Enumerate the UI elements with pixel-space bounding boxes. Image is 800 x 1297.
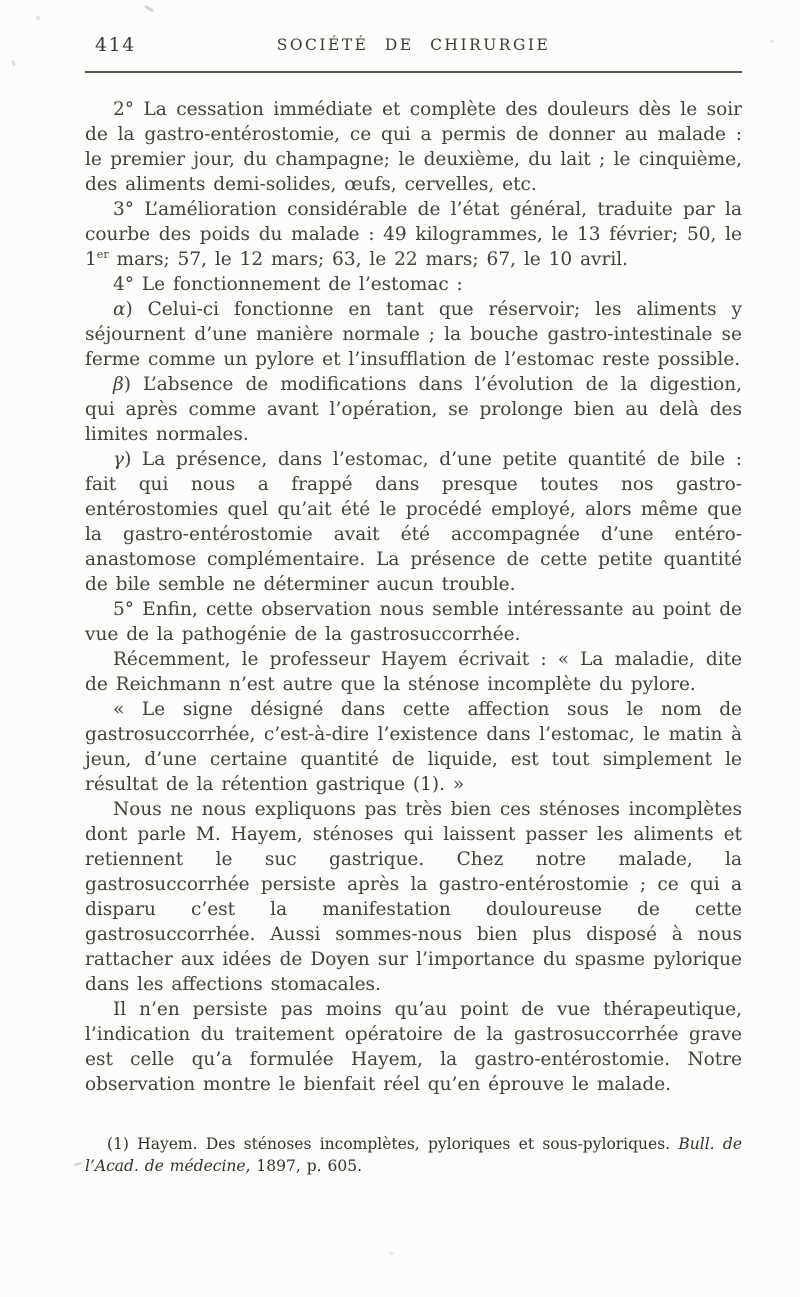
body-paragraph: γ) La présence, dans l’estomac, d’une petite quantité de bile : fait qui nous a frappé dans presque toutes nos gastro-entérostomies quel qu’ait été le procédé employé, alors même que la gastro-entérostomie avait été accompagnée d’une entéro-anastomose complémentaire. La présence de cette petite quantité de bile semble ne déterminer aucun trouble. [85, 449, 742, 595]
body-paragraph: β) L’absence de modifications dans l’évolution de la digestion, qui après comme avant l’opération, se prolonge bien au delà des limites normales. [85, 374, 742, 445]
paragraph-list [85, 97, 742, 1097]
scan-speck [770, 40, 774, 43]
body-paragraph: Récemment, le professeur Hayem écrivait : « La maladie, dite de Reichmann n’est autre que la sténose incomplète du pylore. [85, 649, 742, 695]
body-paragraph: « Le signe désigné dans cette affection sous le nom de gastrosuccorrhée, c’est-à-dire l’existence dans l’estomac, le matin à jeun, d’une certaine quantité de liquide, est tout simplement le résultat de la rétention gastrique (1). » [85, 699, 742, 795]
text-block [85, 34, 742, 1193]
scan-speck [144, 5, 154, 13]
body-paragraph: 2° La cessation immédiate et complète des douleurs dès le soir de la gastro-entérostomie, ce qui a permis de donner au malade : le premier jour, du champagne; le deuxième, du lait ; le cinquième, des aliments demi-solides, œufs, cervelles, etc. [85, 99, 742, 195]
page-header [85, 34, 742, 58]
scan-speck [36, 16, 40, 20]
body-paragraph: α) Celui-ci fonctionne en tant que réservoir; les aliments y séjournent d’une manière normale ; la bouche gastro-intestinale se ferme comme un pylore et l’insufflation de l’estomac reste possible. [85, 299, 742, 370]
body-paragraph: 3° L’amélioration considérable de l’état général, traduite par la courbe des poids du malade : 49 kilogrammes, le 13 février; 50, le 1er mars; 57, le 12 mars; 63, le 22 mars; 67, le 10 avril. [85, 199, 742, 270]
page-number: 414 [95, 34, 136, 56]
body-paragraph: Il n’en persiste pas moins qu’au point de vue thérapeutique, l’indication du traitement opératoire de la gastrosuccorrhée grave est celle qu’a formulée Hayem, la gastro-entérostomie. Notre observation montre le bienfait réel qu’en éprouve le malade. [85, 999, 742, 1095]
scan-speck [74, 1162, 82, 1166]
scan-speck [389, 1252, 394, 1255]
body-paragraph: Nous ne nous expliquons pas très bien ces sténoses incomplètes dont parle M. Hayem, sténoses qui laissent passer les aliments et retiennent le suc gastrique. Chez notre malade, la gastrosuccorrhée persiste après la gastro-entérostomie ; ce qui a disparu c’est la manifestation douloureuse de cette gastrosuccorrhée. Aussi sommes-nous bien plus disposé à nous rattacher aux idées de Doyen sur l’importance du spasme pylorique dans les affections stomacales. [85, 799, 742, 995]
header-rule [85, 71, 742, 73]
body-paragraph: 5° Enfin, cette observation nous semble intéressante au point de vue de la pathogénie de la gastrosuccorrhée. [85, 599, 742, 645]
running-title: SOCIÉTÉ DE CHIRURGIE [276, 36, 551, 54]
footnote: (1) Hayem. Des sténoses incomplètes, pyloriques et sous-pyloriques. Bull. de l’Acad. de médecine, 1897, p. 605. [85, 1135, 742, 1175]
body-paragraph: 4° Le fonctionnement de l’estomac : [113, 274, 463, 295]
scan-speck [11, 60, 16, 67]
